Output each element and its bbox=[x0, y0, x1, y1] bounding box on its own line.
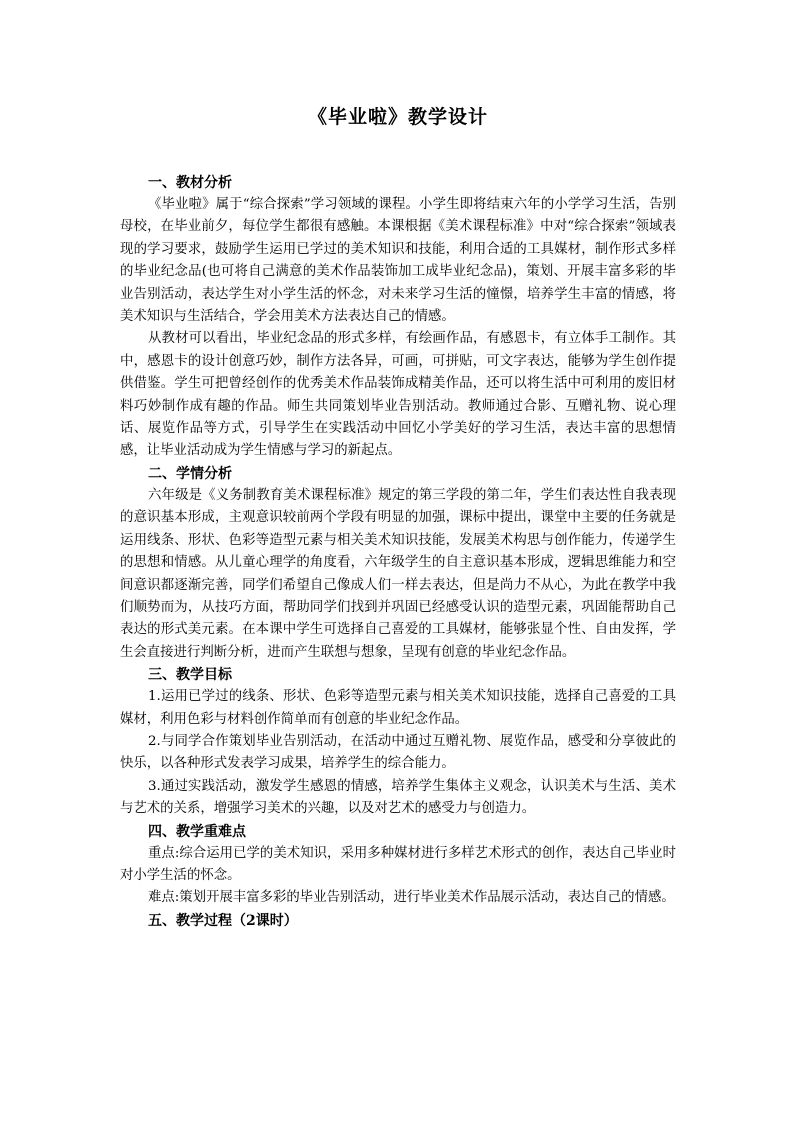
section-textbook-analysis bbox=[120, 172, 676, 463]
objective-item: 3.通过实践活动，激发学生感恩的情感，培养学生集体主义观念，认识美术与生活、美术与艺术的关系，增强学习美术的兴趣，以及对艺术的感受力与创造力。 bbox=[120, 778, 676, 817]
difficult-point: 难点:策划开展丰富多彩的毕业告别活动，进行毕业美术作品展示活动，表达自己的情感。 bbox=[148, 890, 675, 906]
section-key-points bbox=[120, 821, 676, 910]
section-heading: 一、教材分析 bbox=[148, 175, 232, 191]
section-heading: 三、教学目标 bbox=[148, 667, 232, 684]
objective-item: 1.运用已学过的线条、形状、色彩等造型元素与相关美术知识技能，选择自己喜爱的工具媒材，利用色彩与材料创作简单而有创意的毕业纪念作品。 bbox=[120, 689, 676, 727]
paragraph: 从教材可以看出，毕业纪念品的形式多样，有绘画作品，有感恩卡，有立体手工制作。其中，感恩卡的设计创意巧妙，制作方法各异，可画，可拼贴，可文字表达，能够为学生创作提供借鉴。学生可把曾经创作的优秀美术作品装饰成精美作品，还可以将生活中可利用的废旧材料巧妙制作成有趣的作品。师生共同策划毕业告别活动。教师通过合影、互赠礼物、说心理话、展览作品等方式，引导学生在实践活动中回忆小学美好的学习生活，表达丰富的思想情感，让毕业活动成为学生情感与学习的新起点。 bbox=[120, 331, 676, 459]
section-student-analysis bbox=[120, 463, 676, 664]
document-title: 《毕业啦》教学设计 bbox=[307, 106, 488, 128]
document-body bbox=[120, 102, 676, 932]
paragraph: 《毕业啦》属于“综合探索”学习领域的课程。小学生即将结束六年的小学学习生活，告别母校，在毕业前夕，每位学生都很有感触。本课根据《美术课程标准》中对“综合探索”领域表现的学习要求，鼓励学生运用已学过的美术知识和技能，利用合适的工具媒材，制作形式多样的毕业纪念品(也可将自己满意的美术作品装饰加工成毕业纪念品)，策划、开展丰富多彩的毕业告别活动，表达学生对小学生活的怀念，对未来学习生活的憧憬，培养学生丰富的情感，将美术知识与生活结合，学会用美术方法表达自己的情感。 bbox=[120, 197, 676, 325]
section-teaching-process bbox=[120, 910, 676, 932]
section-heading: 四、教学重难点 bbox=[148, 823, 246, 840]
paragraph: 六年级是《义务制教育美术课程标准》规定的第三学段的第二年，学生们表达性自我表现的意识基本形成，主观意识较前两个学段有明显的加强，课标中提出，课堂中主要的任务就是运用线条、形状、色彩等造型元素与相关美术知识技能，发展美术构思与创作能力，传递学生的思想和情感。从儿童心理学的角度看，六年级学生的自主意识基本形成，逻辑思维能力和空间意识都逐渐完善，同学们希望自己像成人们一样去表达，但是尚力不从心，为此在教学中我们顺势而为，从技巧方面，帮助同学们找到并巩固已经感受认识的造型元素，巩固能帮助自己表达的形式美元素。在本课中学生可选择自己喜爱的工具媒材，能够张显个性、自由发挥，学生会直接进行判断分析，进而产生联想与想象，呈现有创意的毕业纪念作品。 bbox=[120, 487, 676, 660]
section-teaching-objectives bbox=[120, 664, 676, 820]
key-point: 重点:综合运用已学的美术知识，采用多种媒材进行多样艺术形式的创作，表达自己毕业时对小学生活的怀念。 bbox=[120, 845, 676, 883]
section-heading: 二、学情分析 bbox=[148, 465, 232, 482]
section-heading: 五、教学过程（2课时） bbox=[148, 912, 298, 929]
objective-item: 2.与同学合作策划毕业告别活动，在活动中通过互赠礼物、展览作品，感受和分享彼此的快乐，以各种形式发表学习成果，培养学生的综合能力。 bbox=[120, 733, 676, 772]
